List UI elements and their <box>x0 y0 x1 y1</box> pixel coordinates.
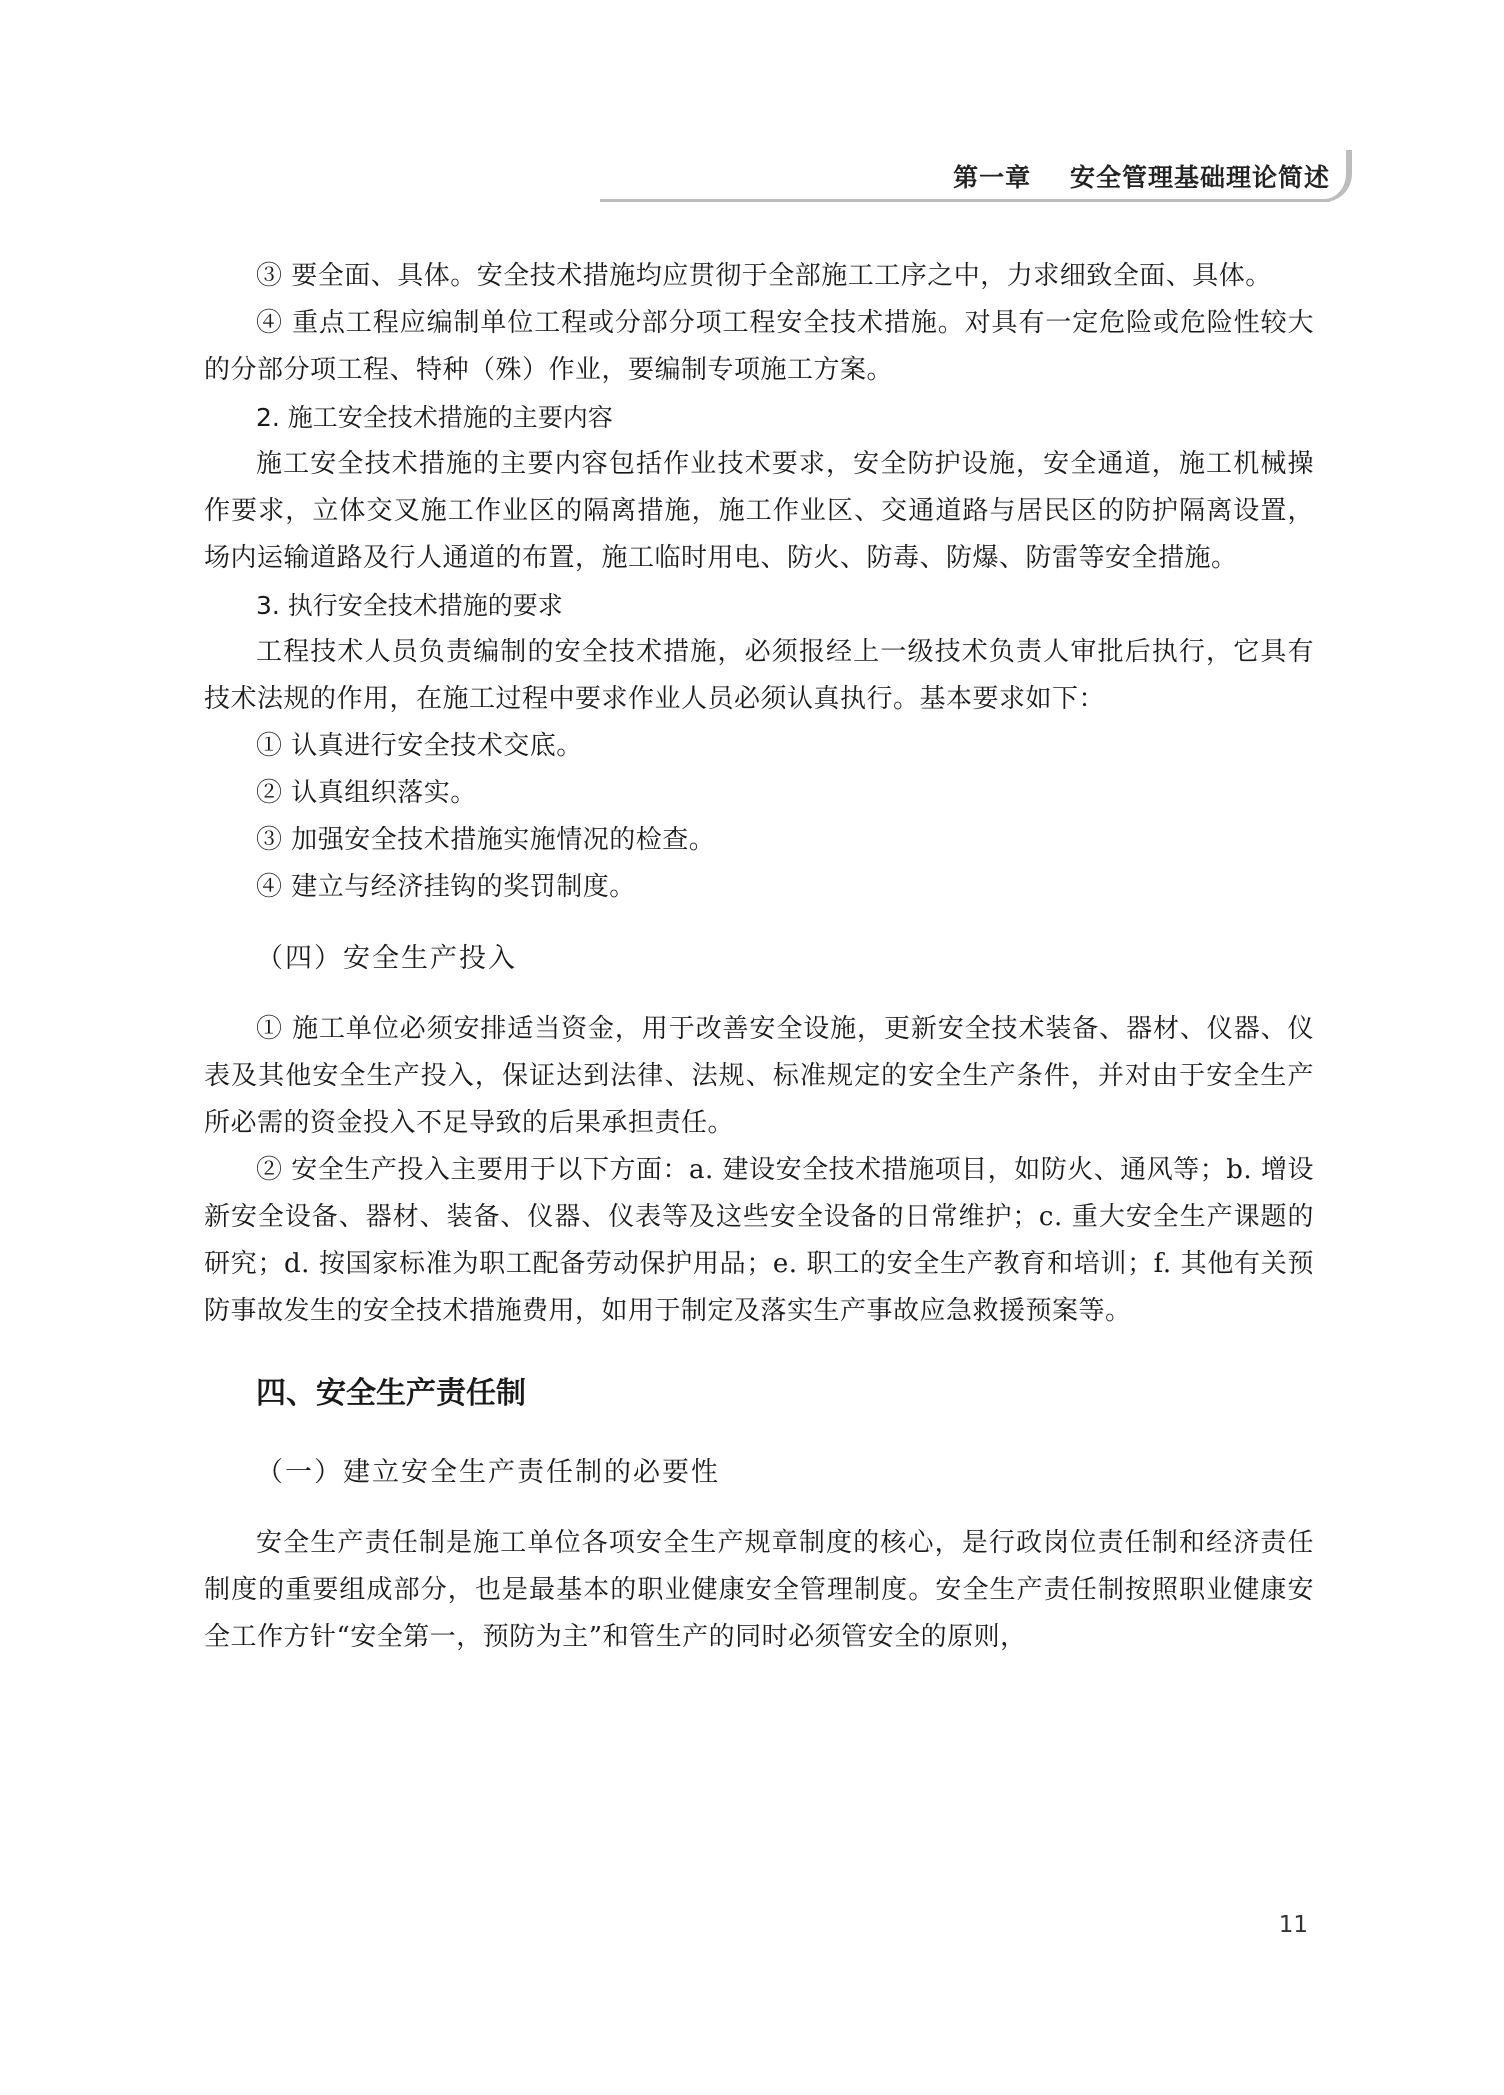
subheading: 3. 执行安全技术措施的要求 <box>256 591 563 620</box>
list-item: ④ 建立与经济挂钩的奖罚制度。 <box>256 872 636 902</box>
section-heading: （四）安全生产投入 <box>256 943 517 974</box>
paragraph: ① 施工单位必须安排适当资金，用于改善安全设施，更新安全技术装备、器材、仪器、仪表及其他安全生产投入，保证达到法律、法规、标准规定的安全生产条件，并对由于安全生产所必需的资金投入不足导致的后果承担责任。 <box>204 1014 1314 1138</box>
list-item: ① 认真进行安全技术交底。 <box>256 731 583 761</box>
header-rule <box>600 199 1330 202</box>
list-item: ② 认真组织落实。 <box>256 778 477 808</box>
paragraph: 工程技术人员负责编制的安全技术措施，必须报经上一级技术负责人审批后执行，它具有技术法规的作用，在施工过程中要求作业人员必须认真执行。基本要求如下： <box>204 637 1314 714</box>
paragraph: ② 安全生产投入主要用于以下方面：a. 建设安全技术措施项目，如防火、通风等；b. 增设新安全设备、器材、装备、仪器、仪表等及这些安全设备的日常维护；c. 重大安全生产课题的研究；d. 按国家标准为职工配备劳动保护用品；e. 职工的安全生产教育和培训；f. 其他有关预防事故发生的安全技术措施费用，如用于制定及落实生产事故应急救援预案等。 <box>204 1155 1314 1326</box>
paragraph: ④ 重点工程应编制单位工程或分部分项工程安全技术措施。对具有一定危险或危险性较大的分部分项工程、特种（殊）作业，要编制专项施工方案。 <box>204 308 1314 385</box>
running-header-title: 第一章 安全管理基础理论简述 <box>953 163 1330 192</box>
running-header <box>600 150 1352 202</box>
section-heading: （一）建立安全生产责任制的必要性 <box>256 1457 720 1488</box>
page-body <box>204 253 1314 1661</box>
list-item: ③ 加强安全技术措施实施情况的检查。 <box>256 825 716 855</box>
subheading: 2. 施工安全技术措施的主要内容 <box>256 403 613 432</box>
page-number: 11 <box>1278 1912 1308 1938</box>
paragraph: 施工安全技术措施的主要内容包括作业技术要求，安全防护设施，安全通道，施工机械操作要求，立体交叉施工作业区的隔离措施，施工作业区、交通道路与居民区的防护隔离设置，场内运输道路及行人通道的布置，施工临时用电、防火、防毒、防爆、防雷等安全措施。 <box>204 449 1314 573</box>
paragraph: ③ 要全面、具体。安全技术措施均应贯彻于全部施工工序之中，力求细致全面、具体。 <box>256 261 1272 291</box>
chapter-section-heading: 四、安全生产责任制 <box>256 1376 526 1411</box>
header-curl-decoration <box>1324 150 1352 202</box>
paragraph: 安全生产责任制是施工单位各项安全生产规章制度的核心，是行政岗位责任制和经济责任制度的重要组成部分，也是最基本的职业健康安全管理制度。安全生产责任制按照职业健康安全工作方针“安全第一，预防为主”和管生产的同时必须管安全的原则， <box>204 1528 1314 1652</box>
